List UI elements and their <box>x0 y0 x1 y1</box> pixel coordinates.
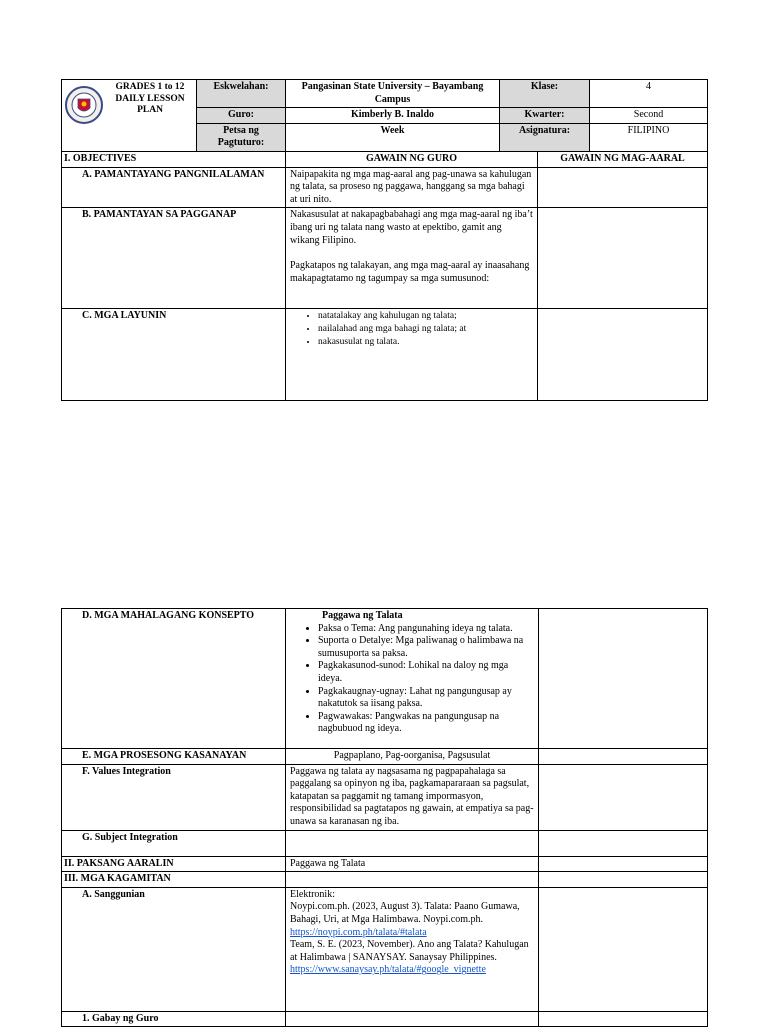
lesson-plan-header-table <box>61 79 708 401</box>
key-concepts-label: D. MGA MAHALAGANG KONSEPTO <box>62 609 286 749</box>
objectives-heading: I. OBJECTIVES <box>62 151 286 167</box>
performance-standard-para-2: Pagkatapos ng talakayan, ang mga mag-aaral ay inaasahang makapagtatamo ng tagumpay sa mga sumusunod: <box>290 260 530 284</box>
teacher-label: Guro: <box>197 108 286 124</box>
performance-standard-para-1: Nakasusulat at nakapagbabahagi ang mga mag-aaral ng iba’t ibang uri ng talata nang wasto at epektibo, gamit ang wikang Filipino. <box>290 209 533 246</box>
references-cell <box>286 887 539 1011</box>
key-concepts-title: Paggawa ng Talata <box>322 610 403 621</box>
lesson-plan-body-table <box>61 608 708 1027</box>
list-item: • Pagwawakas: Pangwakas na pangungusap na nagbubuod ng ideya. <box>318 711 534 736</box>
values-integration-text: Paggawa ng talata ay nagsasama ng pagpapahalaga sa paggalang sa opinyon ng iba, pagkamapararaan sa pagsulat, katapatan sa paggamit ng tamang impormasyon, responsibilidad sa pagtatapos ng gawain, at empatiya sa pag-unawa sa karanasan ng iba. <box>286 764 539 830</box>
subject-label: Asignatura: <box>500 123 590 151</box>
materials-student <box>539 872 708 888</box>
class-value: 4 <box>590 80 708 108</box>
class-label: Klase: <box>500 80 590 108</box>
process-skills-student <box>539 749 708 765</box>
title-line-2: DAILY LESSON <box>115 93 185 104</box>
references-line-1: Elektronik: <box>290 888 335 900</box>
performance-standard-text <box>286 208 538 309</box>
list-item: • nailalahad ang mga bahagi ng talata; at <box>318 323 533 336</box>
teacher-guide-label: 1. Gabay ng Guro <box>62 1011 286 1027</box>
teacher-value: Kimberly B. Inaldo <box>286 108 500 124</box>
values-integration-student <box>539 764 708 830</box>
key-concepts-student <box>539 609 708 749</box>
key-concepts-cell <box>286 609 539 749</box>
materials-text <box>286 872 539 888</box>
date-label: Petsa ng Pagtuturo: <box>197 123 286 151</box>
references-label: A. Sanggunian <box>62 887 286 1011</box>
objectives-label: C. MGA LAYUNIN <box>62 309 286 401</box>
list-item: • Paksa o Tema: Ang pangunahing ideya ng talata. <box>318 623 534 636</box>
quarter-value: Second <box>590 108 708 124</box>
topic-heading: II. PAKSANG AARALIN <box>62 856 286 872</box>
key-concepts-list <box>290 623 534 736</box>
content-standard-student <box>538 167 708 208</box>
subject-integration-text <box>286 830 539 856</box>
references-link-2[interactable]: https://www.sanaysay.ph/talata/#google_vignette <box>290 964 486 976</box>
header-logo-cell <box>62 80 197 152</box>
subject-integration-label: G. Subject Integration <box>62 830 286 856</box>
references-line-3: Team, S. E. (2023, November). Ano ang Talata? Kahulugan at Halimbawa | SANAYSAY. Sanaysay Philippines. <box>290 939 529 963</box>
list-item: • nakasusulat ng talata. <box>318 336 533 349</box>
objectives-list-cell <box>286 309 538 401</box>
process-skills-label: E. MGA PROSESONG KASANAYAN <box>62 749 286 765</box>
objectives-student <box>538 309 708 401</box>
title-line-3: PLAN <box>137 105 163 115</box>
content-standard-label: A. PAMANTAYANG PANGNILALAMAN <box>62 167 286 208</box>
content-standard-text: Naipapakita ng mga mag-aaral ang pag-unawa sa kahulugan ng talata, sa proseso ng paggawa, hanggang sa mga bahagi at uri nito. <box>286 167 538 208</box>
title-line-1: GRADES 1 to 12 <box>115 82 185 92</box>
col-student-heading: GAWAIN NG MAG-AARAL <box>538 151 708 167</box>
performance-standard-student <box>538 208 708 309</box>
subject-value: FILIPINO <box>590 123 708 151</box>
performance-standard-label: B. PAMANTAYAN SA PAGGANAP <box>62 208 286 309</box>
list-item: • Pagkakaugnay-ugnay: Lahat ng pangungusap ay nakatutok sa iisang paksa. <box>318 686 534 711</box>
values-integration-label: F. Values Integration <box>62 764 286 830</box>
teacher-guide-student <box>539 1011 708 1027</box>
process-skills-text: Pagpaplano, Pag-oorganisa, Pagsusulat <box>286 749 539 765</box>
references-student <box>539 887 708 1011</box>
objectives-list <box>290 310 533 348</box>
list-item: • Pagkakasunod-sunod: Lohikal na daloy ng mga ideya. <box>318 660 534 685</box>
col-teacher-heading: GAWAIN NG GURO <box>286 151 538 167</box>
topic-text: Paggawa ng Talata <box>286 856 539 872</box>
list-item: • natatalakay ang kahulugan ng talata; <box>318 310 533 323</box>
references-link-1[interactable]: https://noypi.com.ph/talata/#talata <box>290 926 427 938</box>
date-value: Week <box>286 123 500 151</box>
topic-student <box>539 856 708 872</box>
quarter-label: Kwarter: <box>500 108 590 124</box>
list-item: • Suporta o Detalye: Mga paliwanag o halimbawa na sumusuporta sa paksa. <box>318 635 534 660</box>
materials-heading: III. MGA KAGAMITAN <box>62 872 286 888</box>
school-label: Eskwelahan: <box>197 80 286 108</box>
deped-seal-icon <box>64 85 104 125</box>
references-line-2: Noypi.com.ph. (2023, August 3). Talata: Paano Gumawa, Bahagi, Uri, at Mga Halimbawa. Noypi.com.ph. <box>290 901 520 925</box>
subject-integration-student <box>539 830 708 856</box>
teacher-guide-text <box>286 1011 539 1027</box>
school-value: Pangasinan State University – Bayambang Campus <box>286 80 500 108</box>
